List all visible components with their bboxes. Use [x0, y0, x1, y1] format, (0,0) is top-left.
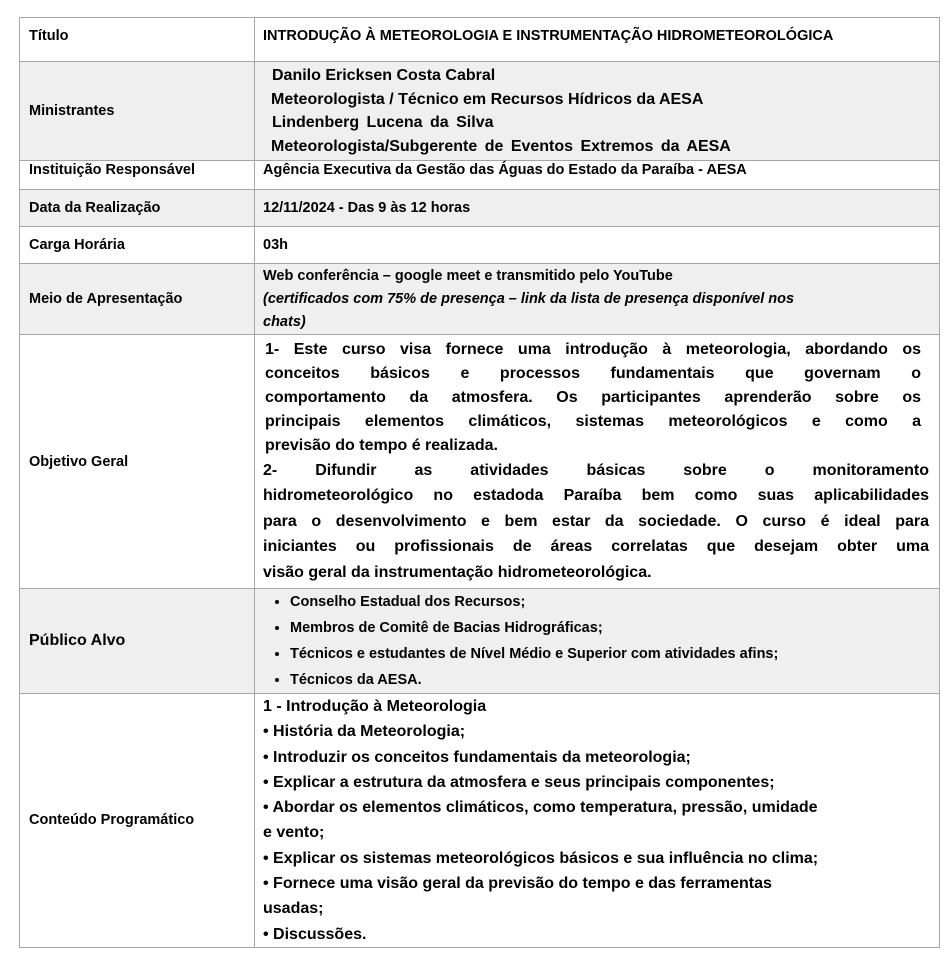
conteudo-line: • Introduzir os conceitos fundamentais da meteorologia;: [263, 748, 691, 766]
instructor-role: Meteorologista/Subgerente de Eventos Extremos da AESA: [271, 137, 731, 155]
objetivo-line: conceitos básicos e processos fundamentais que governam o: [265, 364, 921, 382]
objetivo-line: visão geral da instrumentação hidrometeorológica.: [263, 563, 652, 581]
list-item: • Técnicos da AESA.: [290, 667, 929, 693]
objetivo-line: 2- Difundir as atividades básicas sobre o monitoramento: [263, 461, 929, 479]
row-conteudo: [20, 694, 940, 948]
objetivo-line: previsão do tempo é realizada.: [265, 436, 498, 454]
value-objetivo: [255, 335, 940, 589]
instructor-name: Lindenberg Lucena da Silva: [272, 114, 494, 131]
meio-note: chats): [263, 313, 306, 330]
label-carga: Carga Horária: [20, 227, 255, 264]
meio-text: Web conferência – google meet e transmitido pelo YouTube: [263, 267, 673, 284]
publico-list: [260, 589, 929, 693]
conteudo-line: • História da Meteorologia;: [263, 723, 466, 741]
row-titulo: [20, 18, 940, 62]
row-instituicao: [20, 161, 940, 190]
label-instituicao: Instituição Responsável: [20, 161, 255, 190]
conteudo-line: • Fornece uma visão geral da previsão do tempo e das ferramentas: [263, 875, 772, 893]
objetivo-line: iniciantes ou profissionais de áreas correlatas que desejam obter uma: [263, 538, 929, 556]
value-publico: [255, 589, 940, 694]
course-info-table: [19, 17, 940, 948]
meio-note: (certificados com 75% de presença – link da lista de presença disponível nos: [263, 290, 795, 307]
objetivo-line: hidrometeorológico no estadoda Paraíba bem como suas aplicabilidades: [263, 487, 929, 505]
conteudo-line: • Explicar os sistemas meteorológicos básicos e sua influência no clima;: [263, 849, 819, 867]
value-instituicao: Agência Executiva da Gestão das Águas do Estado da Paraíba - AESA: [255, 161, 940, 190]
value-carga: 03h: [255, 227, 940, 264]
label-data: Data da Realização: [20, 190, 255, 227]
instructor-name: Danilo Ericksen Costa Cabral: [272, 67, 496, 84]
list-item: • Membros de Comitê de Bacias Hidrográficas;: [290, 615, 929, 641]
objetivo-line: para o desenvolvimento e bem estar da sociedade. O curso é ideal para: [263, 512, 929, 530]
row-publico: [20, 589, 940, 694]
value-titulo: INTRODUÇÃO À METEOROLOGIA E INSTRUMENTAÇÃO HIDROMETEOROLÓGICA: [255, 18, 940, 62]
list-item: • Técnicos e estudantes de Nível Médio e Superior com atividades afins;: [290, 641, 929, 667]
value-meio: [255, 264, 940, 335]
row-meio: [20, 264, 940, 335]
value-data: 12/11/2024 - Das 9 às 12 horas: [255, 190, 940, 227]
label-objetivo: Objetivo Geral: [20, 335, 255, 589]
conteudo-line: 1 - Introdução à Meteorologia: [263, 698, 487, 715]
objetivo-line: comportamento da atmosfera. Os participantes aprenderão sobre os: [265, 388, 921, 406]
label-conteudo: Conteúdo Programático: [20, 694, 255, 948]
objetivo-line: 1- Este curso visa fornece uma introdução à meteorologia, abordando os: [265, 340, 921, 358]
conteudo-line: e vento;: [263, 824, 325, 842]
value-conteudo: [255, 694, 940, 948]
row-carga: [20, 227, 940, 264]
instructor-role: Meteorologista / Técnico em Recursos Hídricos da AESA: [271, 90, 704, 108]
list-item: • Conselho Estadual dos Recursos;: [290, 589, 929, 615]
label-meio: Meio de Apresentação: [20, 264, 255, 335]
label-publico: Público Alvo: [20, 589, 255, 694]
conteudo-line: • Explicar a estrutura da atmosfera e seus principais componentes;: [263, 773, 775, 791]
conteudo-line: • Abordar os elementos climáticos, como temperatura, pressão, umidade: [263, 799, 818, 817]
row-objetivo: [20, 335, 940, 589]
label-ministrantes: Ministrantes: [20, 62, 255, 161]
label-titulo: Título: [20, 18, 255, 62]
conteudo-line: usadas;: [263, 900, 324, 918]
row-ministrantes: [20, 62, 940, 161]
objetivo-line: principais elementos climáticos, sistemas meteorológicos e como a: [265, 412, 921, 430]
conteudo-line: • Discussões.: [263, 925, 367, 943]
row-data: [20, 190, 940, 227]
value-ministrantes: [255, 62, 940, 161]
